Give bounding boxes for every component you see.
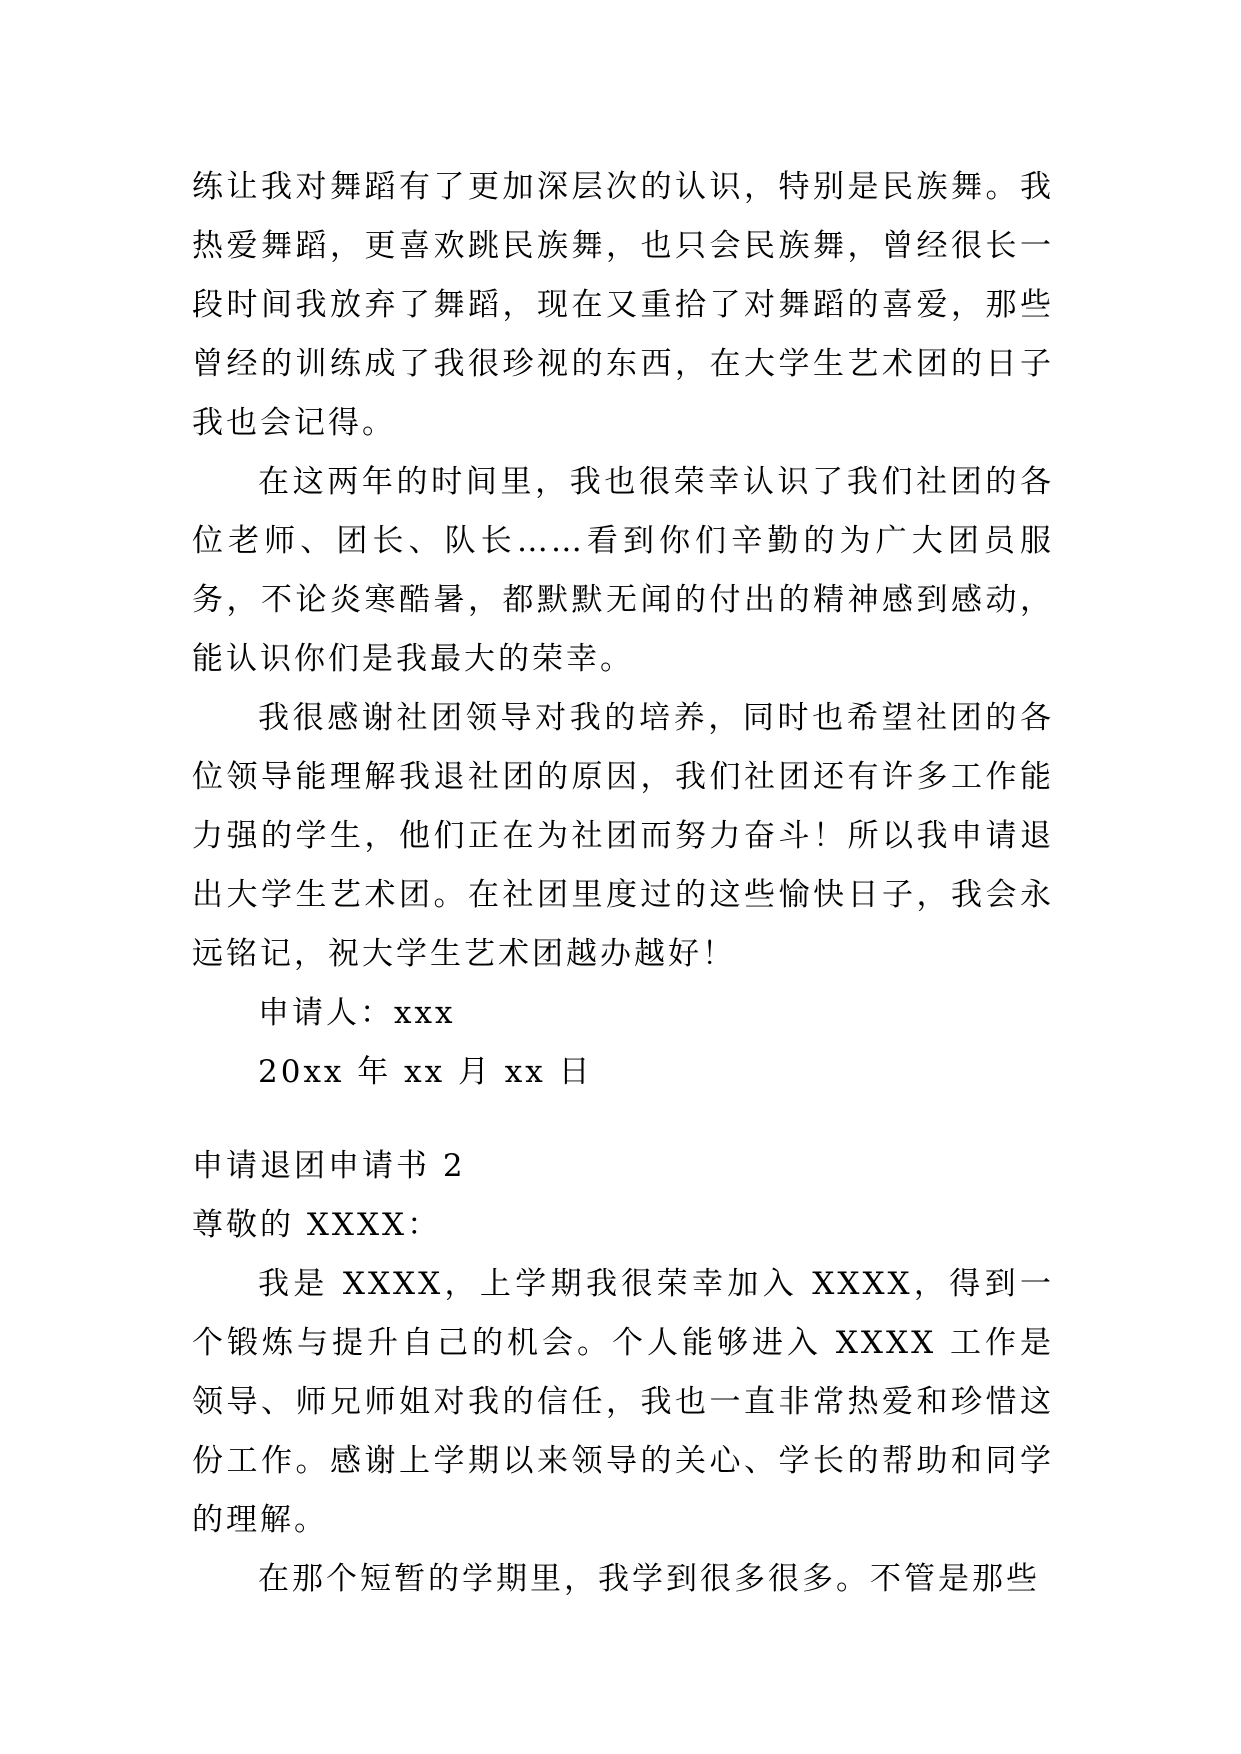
letter-1-body xyxy=(192,158,1054,1102)
paragraph-intro: 我是 XXXX，上学期我很荣幸加入 XXXX，得到一个锻炼与提升自己的机会。个人能够进入 XXXX 工作是领导、师兄师姐对我的信任，我也一直非常热爱和珍惜这份工作。感谢上学期以来领导的关心、学长的帮助和同学的理解。 xyxy=(192,1266,1054,1538)
date-line: 20xx 年 xx 月 xx 日 xyxy=(258,1054,593,1090)
letter-2-body xyxy=(192,1137,1054,1609)
paragraph-withdraw-request: 我很感谢社团领导对我的培养，同时也希望社团的各位领导能理解我退社团的原因，我们社团还有许多工作能力强的学生，他们正在为社团而努力奋斗！所以我申请退出大学生艺术团。在社团里度过的这些愉快日子，我会永远铭记，祝大学生艺术团越办越好！ xyxy=(192,700,1054,972)
paragraph-thanks-teachers: 在这两年的时间里，我也很荣幸认识了我们社团的各位老师、团长、队长……看到你们辛勤的为广大团员服务，不论炎寒酷暑，都默默无闻的付出的精神感到感动，能认识你们是我最大的荣幸。 xyxy=(192,464,1054,677)
salutation: 尊敬的 XXXX： xyxy=(192,1207,442,1243)
applicant-line: 申请人：xxx xyxy=(258,995,456,1031)
paragraph-learned: 在那个短暂的学期里，我学到很多很多。不管是那些 xyxy=(258,1561,1040,1597)
letter-2-title: 申请退团申请书 2 xyxy=(192,1148,466,1184)
paragraph-dance-training: 练让我对舞蹈有了更加深层次的认识，特别是民族舞。我热爱舞蹈，更喜欢跳民族舞，也只会民族舞，曾经很长一段时间我放弃了舞蹈，现在又重拾了对舞蹈的喜爱，那些曾经的训练成了我很珍视的东西，在大学生艺术团的日子我也会记得。 xyxy=(192,169,1054,441)
